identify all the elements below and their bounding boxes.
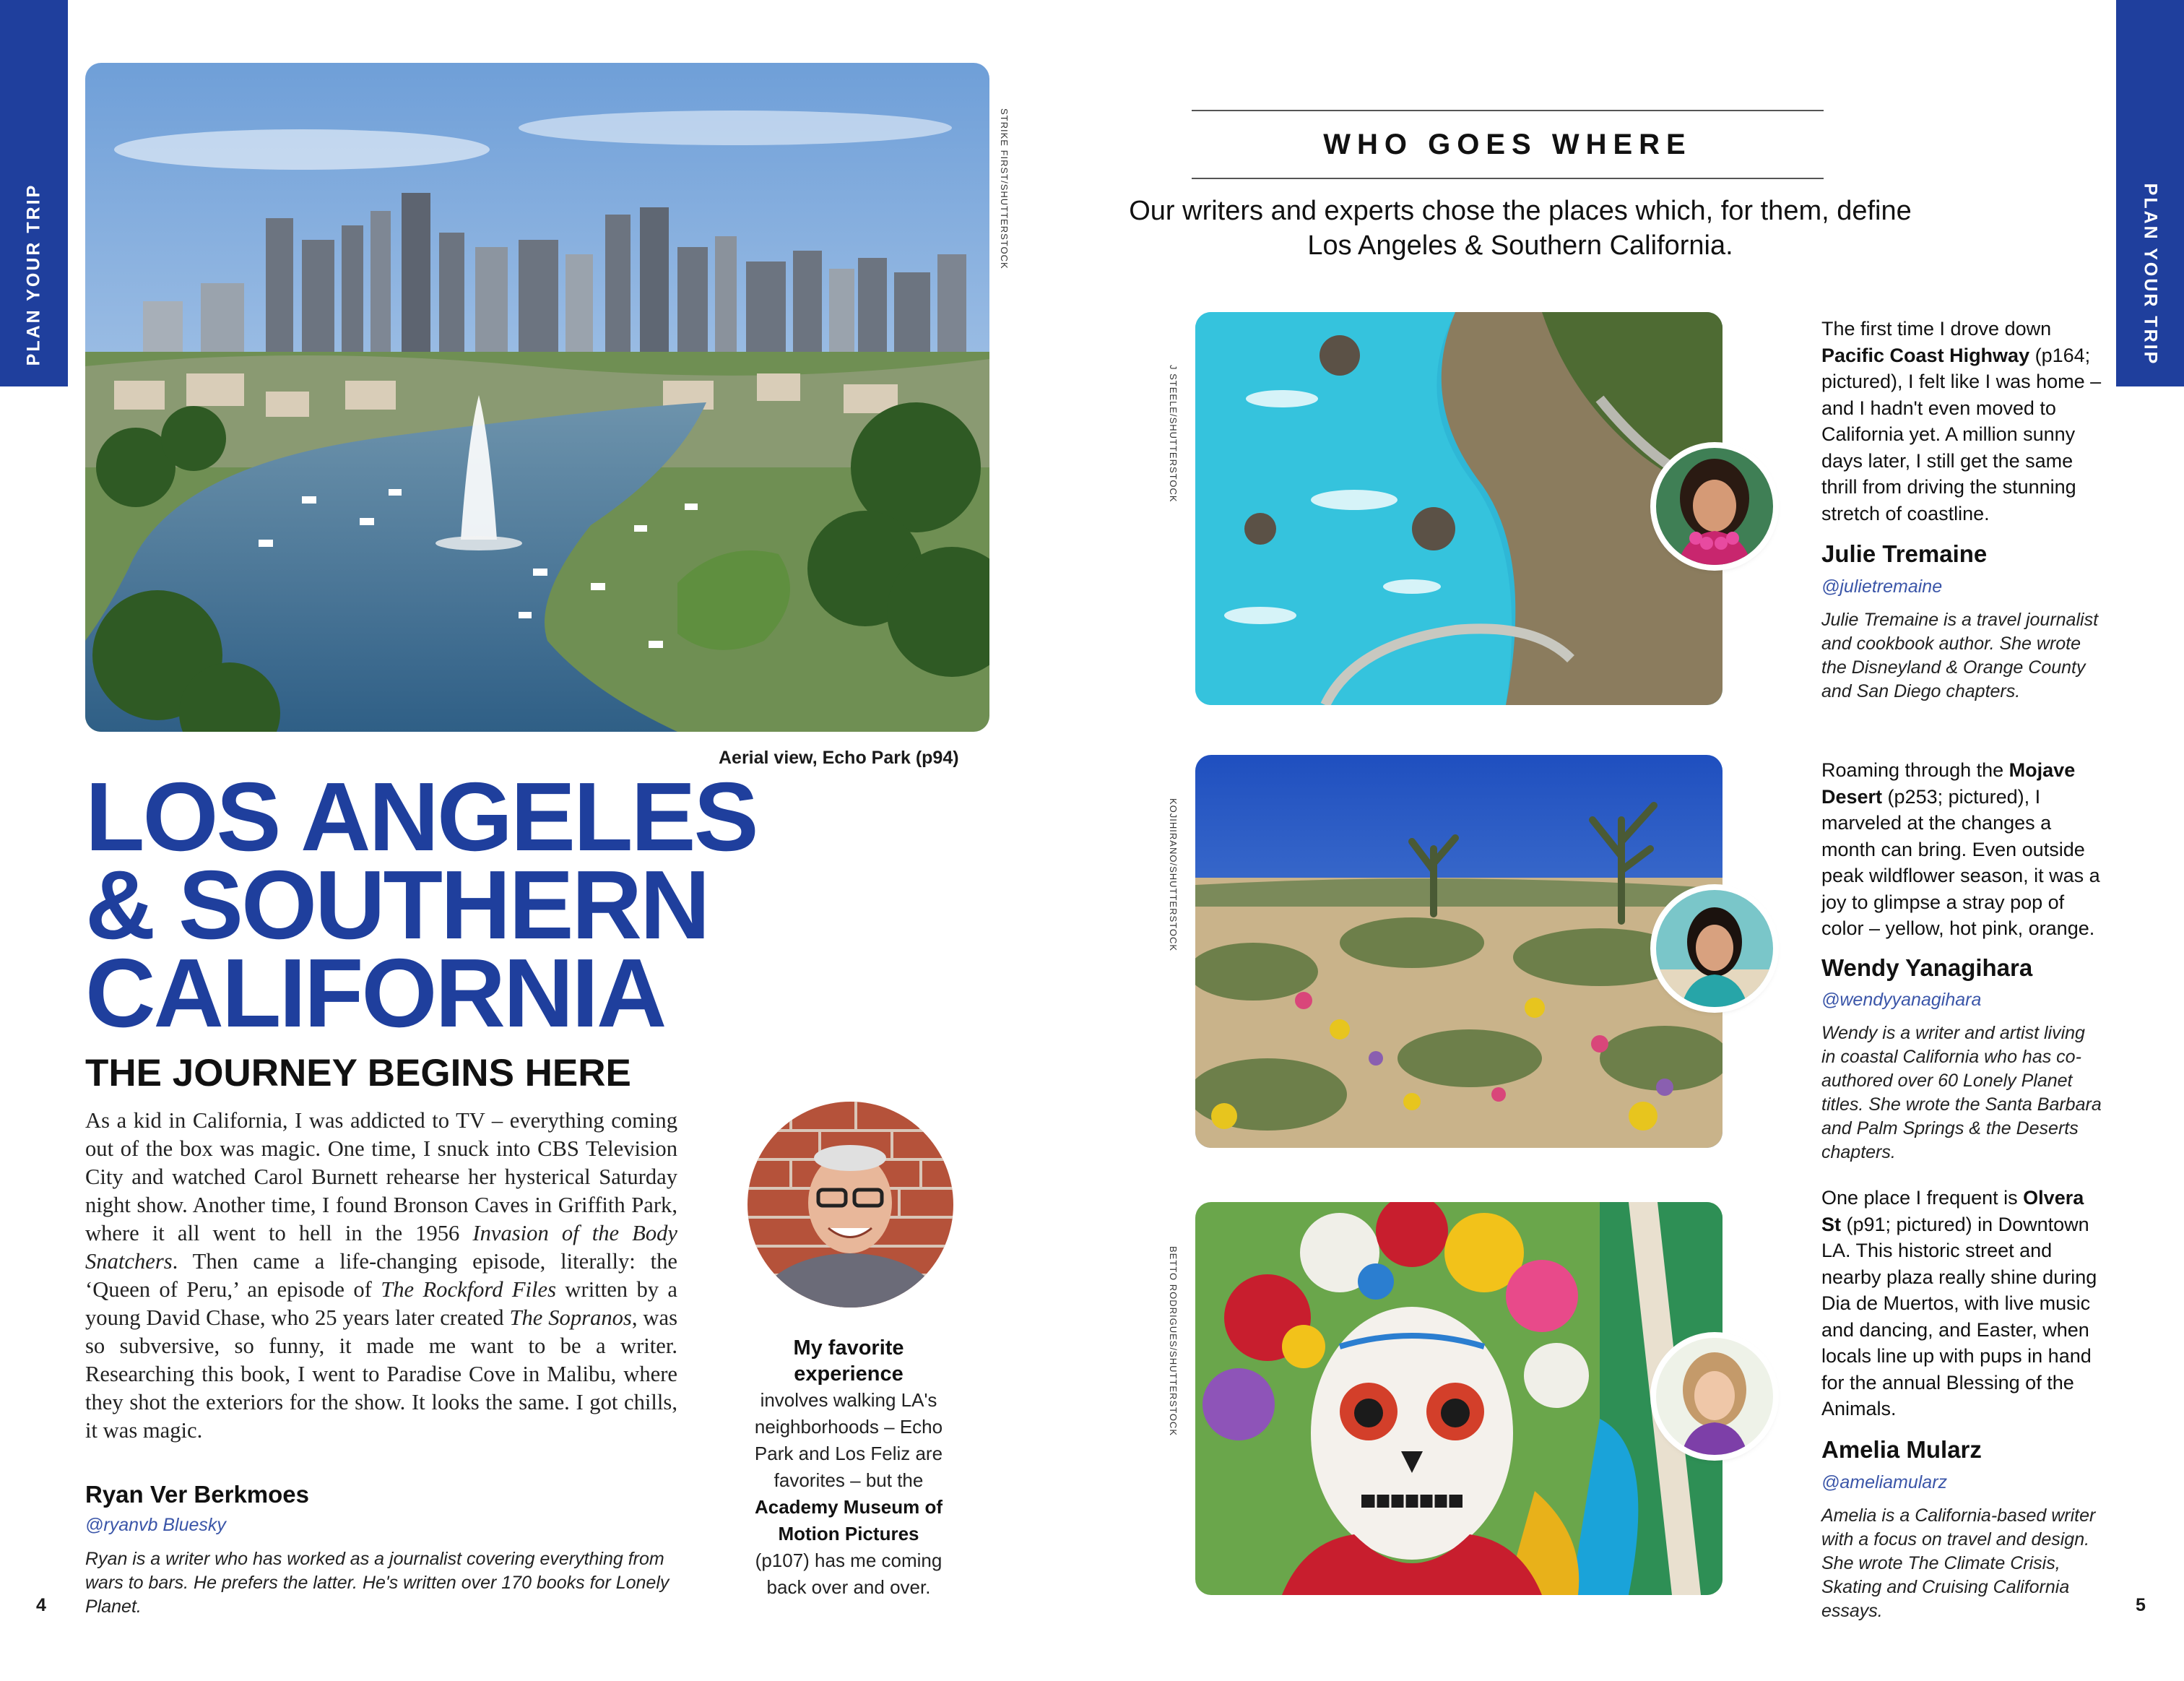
photo-credit: BETTO RODRIGUES/SHUTTERSTOCK (1168, 1246, 1179, 1436)
favorite-heading: My favorite experience (793, 1336, 904, 1386)
page-title (85, 762, 807, 1047)
intro-segment-italic: The Sopranos (509, 1305, 632, 1330)
author-name: Ryan Ver Berkmoes (85, 1481, 310, 1508)
author-avatar-ryan (748, 1102, 953, 1308)
writer-handle-wendy[interactable]: @wendyyanagihara (1821, 990, 1982, 1010)
section-intro (1065, 194, 1975, 263)
intro-segment-italic: The Rockford Files (381, 1277, 557, 1302)
section-intro-line: Los Angeles & Southern California. (1307, 230, 1733, 261)
title-line: CALIFORNIA (85, 938, 665, 1047)
side-tab-left (0, 0, 68, 386)
writer-bio-amelia: Amelia is a California-based writer with a focus on travel and design. She wrote The Climate Crisis, Skating and Cruising California essays. (1821, 1505, 2096, 1621)
writer-story-amelia (1821, 1185, 2103, 1422)
hero-photo-echo-park (85, 63, 989, 732)
story-place: Pacific Coast Highway (1821, 344, 2030, 366)
story-text: One place I frequent is (1821, 1187, 2024, 1209)
intro-text (85, 1107, 677, 1445)
page-subtitle: THE JOURNEY BEGINS HERE (85, 1052, 631, 1094)
writer-bio-wendy: Wendy is a writer and artist living in coastal California who has co-authored over 60 Lonely Planet titles. She wrote the Santa Barbara and Palm Springs & the Deserts chapters. (1821, 1023, 2102, 1162)
page-number-left: 4 (36, 1595, 46, 1615)
favorite-highlight: Academy Museum of Motion Pictures (754, 1496, 943, 1544)
hero-caption: Aerial view, Echo Park (p94) (719, 748, 959, 768)
favorite-text: (p107) has me coming back over and over. (755, 1550, 942, 1598)
hero-photo-credit: STRIKE FIRST/SHUTTERSTOCK (999, 108, 1010, 269)
intro-segment: As a kid in California, I was addicted to TV – everything coming out of the box was magic. One time, I snuck into CBS Television City and watched Carol Burnett rehearse her hysterical Saturday night show. Another time, I found Bronson Caves in Griffith Park, where it all went to hell in the 1956 (85, 1108, 677, 1245)
page-number-right: 5 (2136, 1595, 2146, 1615)
side-tab-label: PLAN YOUR TRIP (2140, 183, 2161, 366)
intro-segment-italic: Invasion of the Body Snatchers (85, 1221, 677, 1274)
writer-avatar-amelia (1656, 1338, 1773, 1455)
writer-handle-amelia[interactable]: @ameliamularz (1821, 1472, 1948, 1492)
story-text: The first time I drove down (1821, 318, 2052, 340)
photo-credit: J STEELE/SHUTTERSTOCK (1168, 365, 1179, 503)
intro-segment: . Then came a life-changing episode, literally: the ‘Queen of Peru,’ an episode of (85, 1249, 677, 1302)
writer-story-julie (1821, 316, 2103, 527)
writer-story-wendy (1821, 757, 2103, 942)
story-text: (p164; pictured), I felt like I was home – and I hadn't even moved to California yet. A million sunny days later, I still get the same thrill from driving the stunning stretch of coastline. (1821, 344, 2102, 524)
writer-name-amelia: Amelia Mularz (1821, 1436, 1982, 1463)
title-line: LOS ANGELES (85, 762, 757, 871)
writer-name-wendy: Wendy Yanagihara (1821, 954, 2033, 981)
photo-olvera-st (1195, 1202, 1722, 1595)
side-tab-right (2116, 0, 2184, 386)
story-text: (p91; pictured) in Downtown LA. This historic street and nearby plaza really shine during Dia de Muertos, with live music and dancing, and Easter, when locals line up with pups in hand for the annual Blessing of the Animals. (1821, 1213, 2097, 1419)
intro-segment: , was so subversive, so funny, it made me want to be a writer. Researching this book, I went to Paradise Cove in Malibu, where they shot the exteriors for the show. It looks the same. I got chills, it was magic. (85, 1305, 677, 1443)
section-intro-line: Our writers and experts chose the places which, for them, define (1129, 196, 1912, 226)
author-bio: Ryan is a writer who has worked as a journalist covering everything from wars to bars. He prefers the latter. He's written over 170 books for Lonely Planet. (85, 1549, 670, 1617)
writer-bio-julie: Julie Tremaine is a travel journalist and cookbook author. She wrote the Disneyland & Orange County and San Diego chapters. (1821, 610, 2099, 701)
photo-credit: KOJIHIRANO/SHUTTERSTOCK (1168, 798, 1179, 952)
author-handle[interactable]: @ryanvb Bluesky (85, 1515, 226, 1535)
story-place: Mojave Desert (1821, 759, 2076, 808)
story-text: (p253; pictured), I marveled at the changes a month can bring. Even outside peak wildflower season, it was a joy to glimpse a stray pop of color – yellow, hot pink, orange. (1821, 785, 2100, 939)
favorite-experience (737, 1335, 961, 1601)
story-place: Olvera St (1821, 1187, 2084, 1235)
photo-pacific-coast-highway (1195, 312, 1722, 705)
writer-avatar-julie (1656, 448, 1773, 565)
writer-name-julie: Julie Tremaine (1821, 540, 1988, 567)
title-line: & SOUTHERN (85, 850, 708, 959)
section-title: WHO GOES WHERE (1192, 110, 1824, 179)
writer-handle-julie[interactable]: @julietremaine (1821, 576, 1943, 597)
intro-segment: written by a young David Chase, who 25 years later created (85, 1277, 677, 1330)
side-tab-label: PLAN YOUR TRIP (23, 183, 44, 366)
photo-mojave-desert (1195, 755, 1722, 1148)
story-text: Roaming through the (1821, 759, 2009, 781)
favorite-text: involves walking LA's neighborhoods – Echo Park and Los Feliz are favorites – but the (754, 1389, 943, 1491)
writer-avatar-wendy (1656, 890, 1773, 1007)
